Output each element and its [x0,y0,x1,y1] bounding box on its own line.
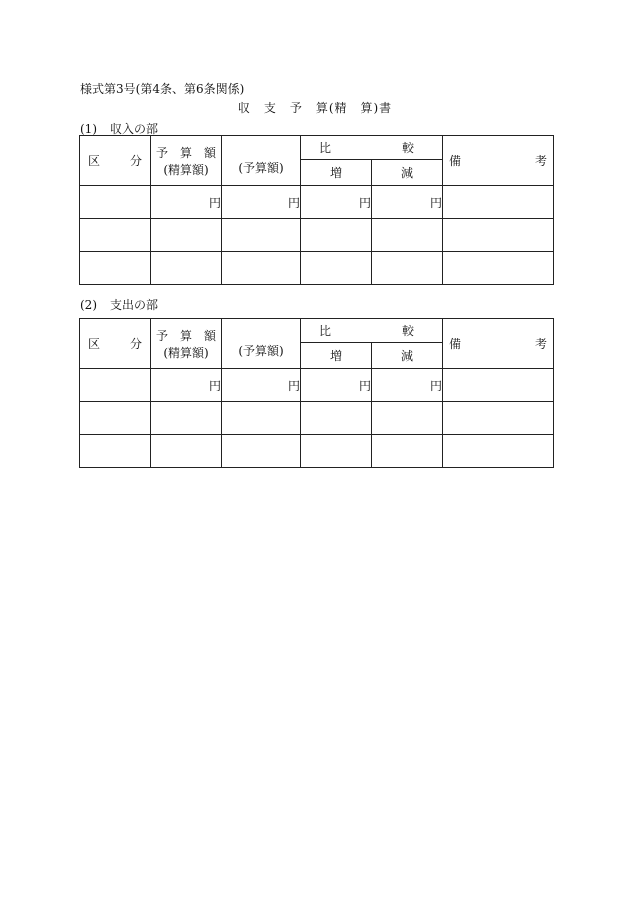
header-increase: 増 [301,160,372,186]
yen-unit: 円 [372,369,443,402]
section-heading-expenditure [80,296,158,313]
header-increase: 増 [301,343,372,369]
header-remarks: 備 考 [443,319,554,369]
table-row [80,435,554,468]
cell [80,186,151,219]
section-label: 支出の部 [110,298,159,312]
header-remarks: 備 考 [443,136,554,186]
document-title: 収 支 予 算(精 算)書 [237,101,393,115]
cell [443,186,554,219]
header-decrease: 減 [372,160,443,186]
yen-unit: 円 [222,369,301,402]
yen-unit: 円 [301,369,372,402]
header-kubun: 区 分 [80,136,151,186]
income-table [79,135,554,285]
table-row [80,252,554,285]
cell [443,369,554,402]
header-kubun: 区 分 [80,319,151,369]
header-budget-amount: 予 算 額 (精算額) [151,136,222,186]
header-comparison: 比 較 [301,319,443,343]
yen-unit: 円 [301,186,372,219]
section-label: 収入の部 [110,122,159,136]
table-row [80,219,554,252]
header-budget-prev: (予算額) [222,136,301,186]
yen-unit: 円 [151,186,222,219]
form-number-label: 様式第3号(第4条、第6条関係) [80,82,245,96]
section-number: (1) [80,122,97,136]
table-row [80,369,554,402]
header-budget-amount: 予 算 額 (精算額) [151,319,222,369]
yen-unit: 円 [222,186,301,219]
yen-unit: 円 [372,186,443,219]
header-budget-prev: (予算額) [222,319,301,369]
expenditure-table [79,318,554,468]
header-comparison: 比 較 [301,136,443,160]
table-row [80,186,554,219]
cell [80,369,151,402]
header-decrease: 減 [372,343,443,369]
section-number: (2) [80,298,97,312]
table-row [80,402,554,435]
yen-unit: 円 [151,369,222,402]
